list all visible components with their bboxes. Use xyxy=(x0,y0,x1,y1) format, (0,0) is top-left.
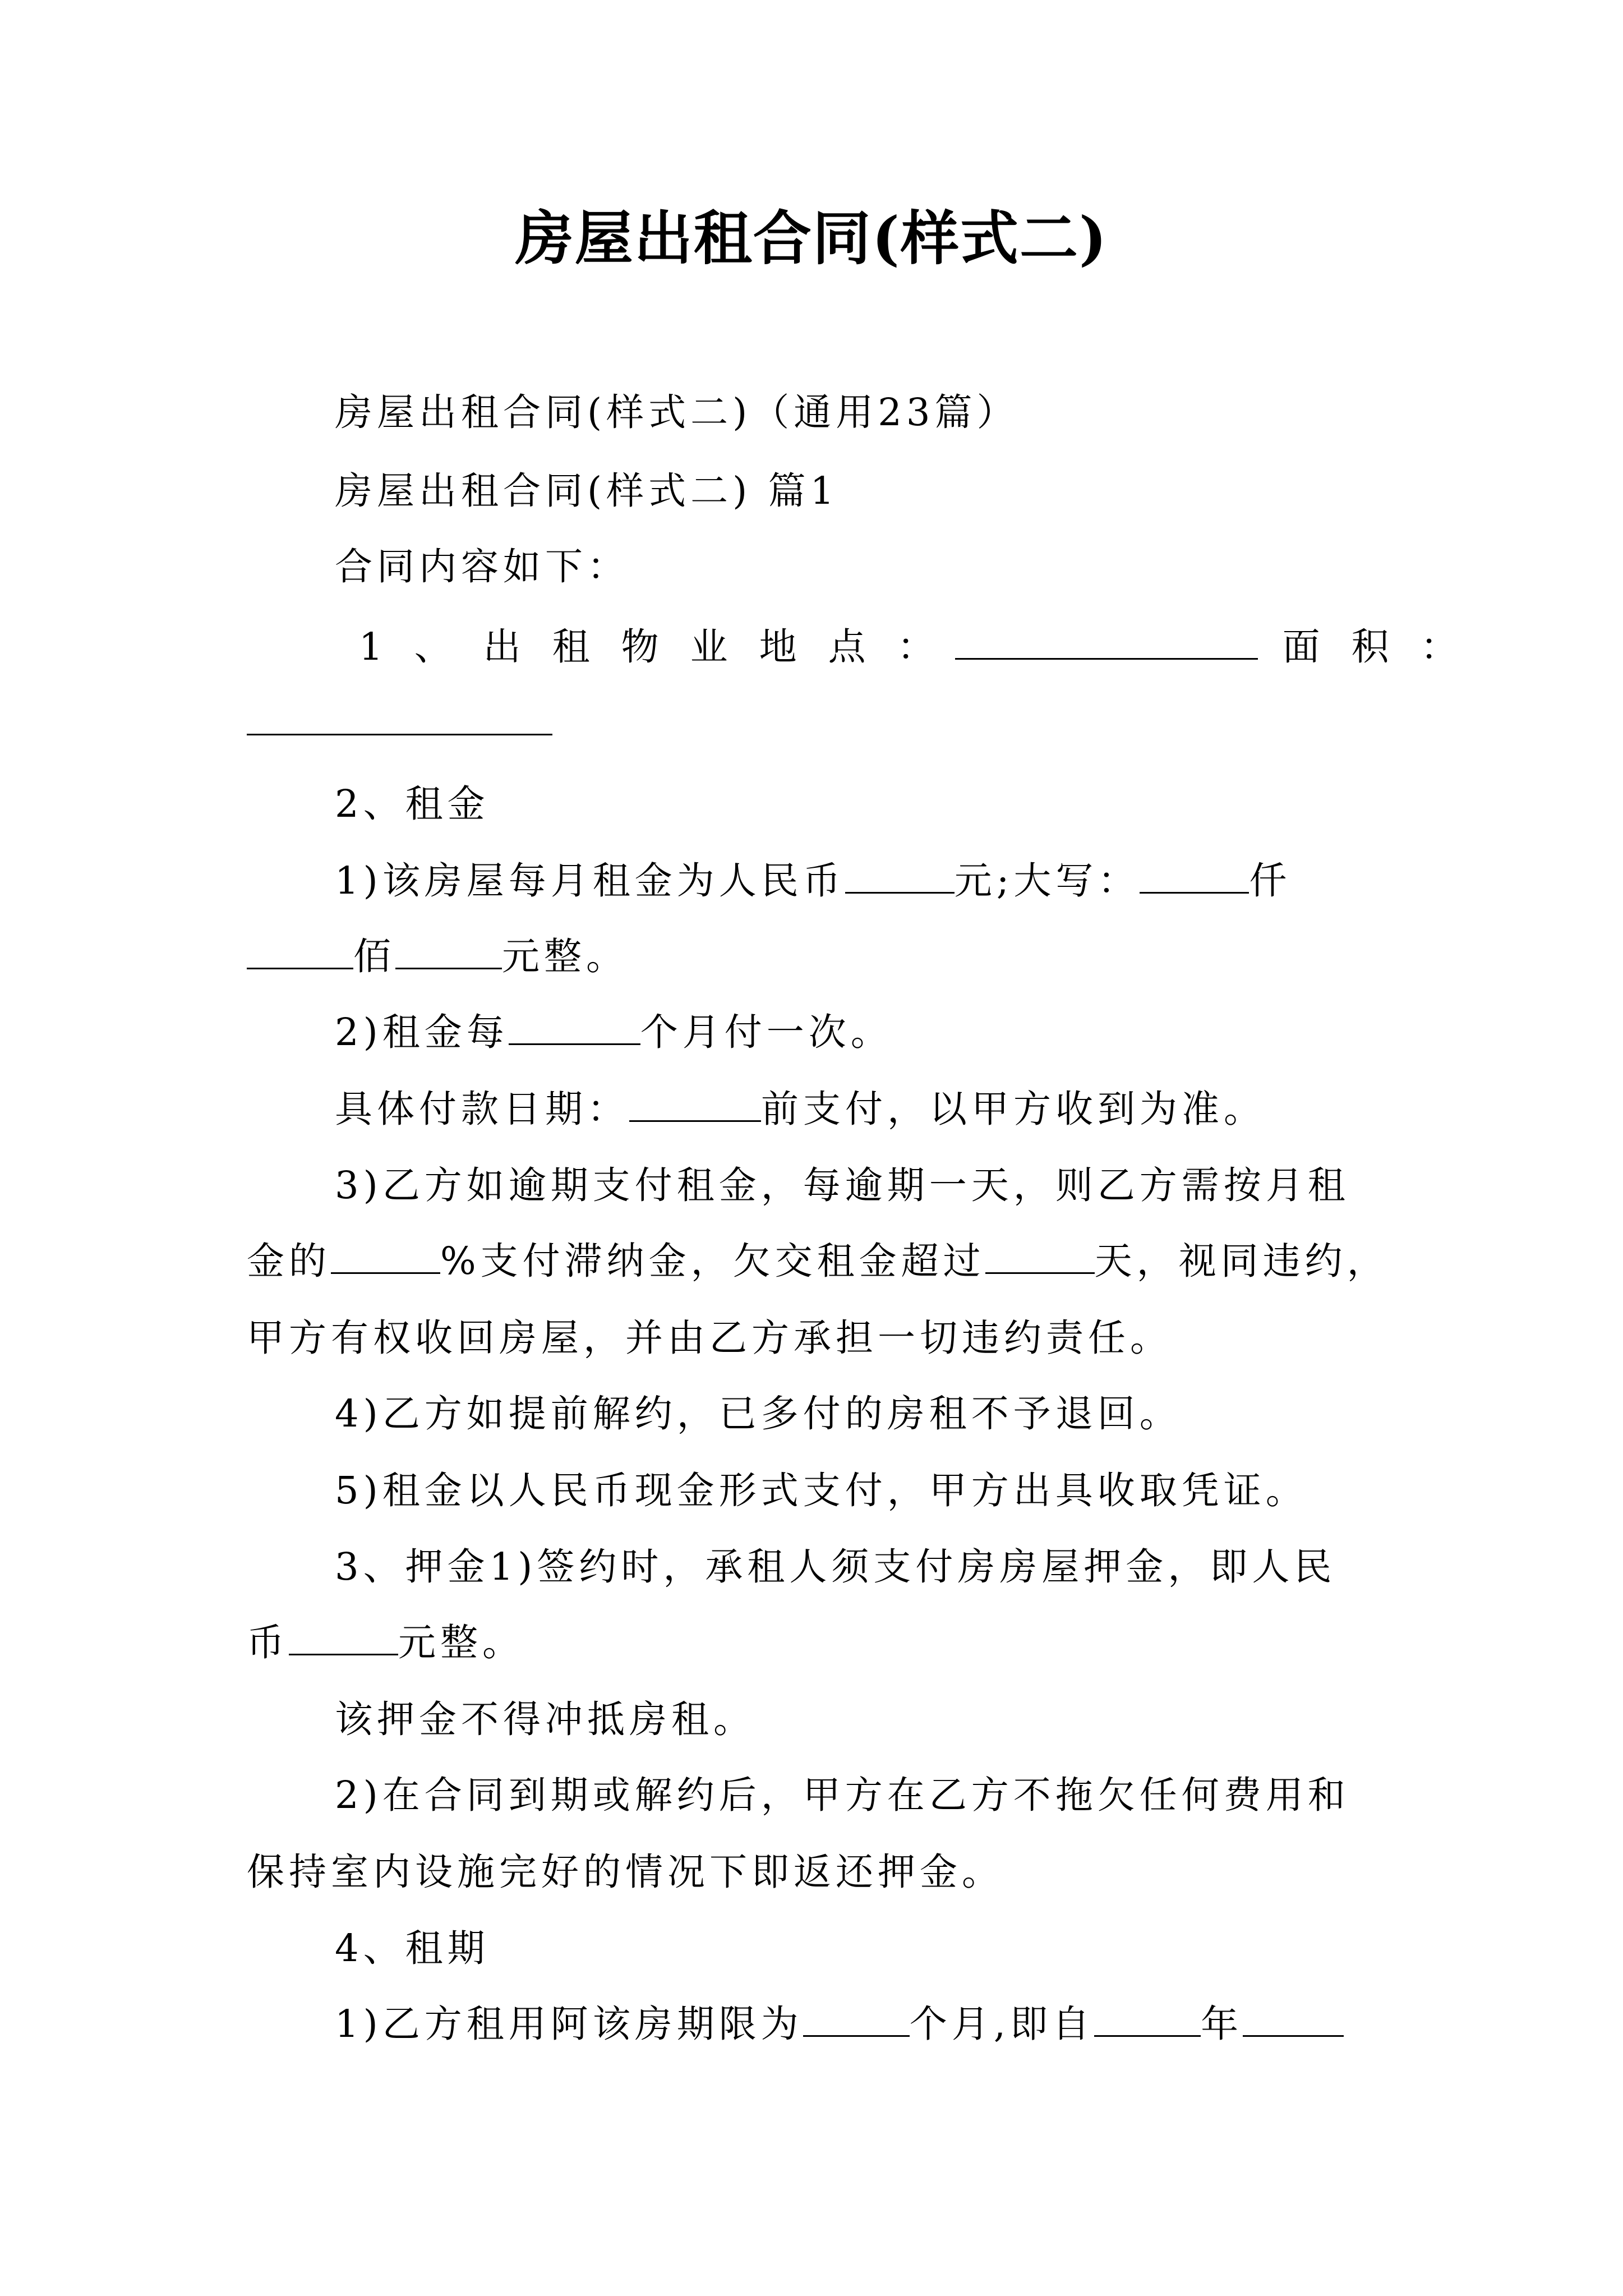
text-line: 前支付，以甲方收到为准。 xyxy=(761,1087,1266,1131)
text-line: 1、出租物业地点： xyxy=(359,625,966,669)
blank-field xyxy=(985,1240,1095,1274)
paragraph xyxy=(0,1617,1623,1668)
blank-field xyxy=(509,1011,640,1045)
text-line: 保持室内设施完好的情况下即返还押金。 xyxy=(247,1850,1004,1894)
text-line: 2)在合同到期或解约后，甲方在乙方不拖欠任何费用和 xyxy=(335,1773,1350,1817)
text-line: 个月,即自 xyxy=(909,2002,1095,2046)
doc-subtitle: 房屋出租合同(样式二)（通用23篇） xyxy=(335,390,1019,434)
blank-field xyxy=(247,935,353,969)
paragraph xyxy=(0,697,1623,748)
paragraph xyxy=(0,779,1623,829)
text-line: 该押金不得冲抵房租。 xyxy=(335,1697,755,1741)
paragraph xyxy=(0,1847,1623,1897)
paragraph xyxy=(0,541,1623,592)
text-line: 天，视同违约， xyxy=(1094,1239,1389,1283)
text-line: 金的 xyxy=(247,1239,331,1283)
text-line: 佰 xyxy=(353,935,395,978)
text-line: 元;大写： xyxy=(954,859,1140,903)
blank-field xyxy=(1140,859,1249,894)
text-line: 元整。 xyxy=(398,1621,524,1664)
text-line: %支付滞纳金，欠交租金超过 xyxy=(440,1239,985,1283)
page-title: 房屋出租合同(样式二) xyxy=(515,204,1108,273)
paragraph xyxy=(0,1388,1623,1439)
paragraph xyxy=(0,1465,1623,1516)
text-line: 3)乙方如逾期支付租金，每逾期一天，则乙方需按月租 xyxy=(335,1163,1350,1207)
text-line: 个月付一次。 xyxy=(640,1010,893,1054)
paragraph xyxy=(0,931,1623,982)
blank-field xyxy=(1094,2003,1201,2037)
blank-field xyxy=(247,701,552,735)
paragraph xyxy=(0,1084,1623,1134)
paragraph xyxy=(0,1007,1623,1057)
paragraph xyxy=(0,1542,1623,1592)
text-line: 5)租金以人民币现金形式支付，甲方出具收取凭证。 xyxy=(335,1469,1308,1512)
paragraph xyxy=(0,1694,1623,1745)
blank-field xyxy=(955,625,1258,660)
paragraph xyxy=(0,1236,1623,1286)
text-line: 甲方有权收回房屋，并由乙方承担一切违约责任。 xyxy=(247,1316,1172,1360)
section-heading: 4、租期 xyxy=(335,1926,490,1970)
paragraph xyxy=(0,855,1623,906)
blank-field xyxy=(845,859,955,894)
blank-field xyxy=(629,1088,761,1122)
blank-field xyxy=(331,1240,440,1274)
paragraph xyxy=(0,466,1623,516)
blank-field xyxy=(803,2003,910,2037)
text-line: 元整。 xyxy=(502,935,628,978)
paragraph xyxy=(0,1313,1623,1363)
blank-field xyxy=(1243,2003,1344,2037)
paragraph xyxy=(0,622,1623,672)
text-line: 币 xyxy=(247,1621,289,1664)
blank-field xyxy=(395,935,502,969)
text-line: 3、押金1)签约时，承租人须支付房房屋押金，即人民 xyxy=(335,1545,1336,1589)
text-line: 1)该房屋每月租金为人民币 xyxy=(335,859,845,903)
paragraph xyxy=(0,1999,1623,2049)
section-heading: 2、租金 xyxy=(335,782,490,826)
text-line: 2)租金每 xyxy=(335,1010,509,1054)
text-line: 4)乙方如提前解约，已多付的房租不予退回。 xyxy=(335,1392,1182,1435)
paragraph xyxy=(0,387,1623,438)
blank-field xyxy=(289,1621,398,1655)
text-line: 年 xyxy=(1201,2002,1243,2046)
text-line: 具体付款日期： xyxy=(335,1087,629,1131)
paragraph xyxy=(0,1160,1623,1211)
text-line: 面积： xyxy=(1282,625,1490,669)
paragraph xyxy=(0,1770,1623,1820)
text-line: 合同内容如下： xyxy=(335,545,629,588)
section-heading: 房屋出租合同(样式二) 篇1 xyxy=(335,469,839,513)
text-line: 1)乙方租用阿该房期限为 xyxy=(335,2002,803,2046)
paragraph xyxy=(0,1923,1623,1973)
text-line: 仟 xyxy=(1249,859,1292,903)
